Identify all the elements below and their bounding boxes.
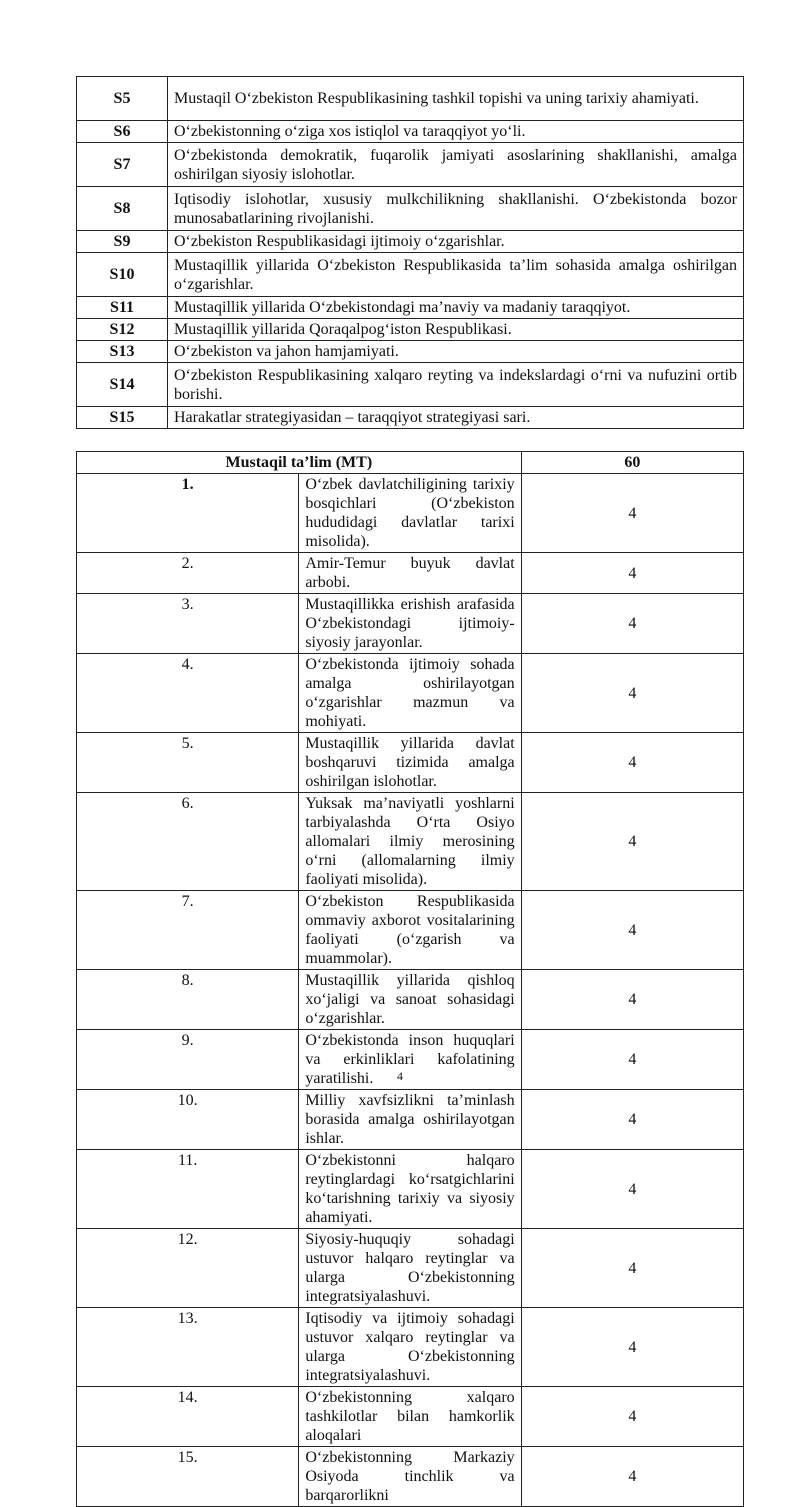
seminar-code: S14 — [77, 363, 168, 407]
row-number: 1. — [77, 474, 299, 553]
table-row — [77, 319, 744, 341]
seminar-code: S10 — [77, 253, 168, 297]
table-row — [77, 297, 744, 319]
row-topic: Yuksak ma’naviyatli yoshlarni tarbiyalashda O‘rta Osiyo allomalari ilmiy merosining o‘rni (allomalarning ilmiy faoliyati misolida). — [299, 793, 521, 891]
row-topic: Amir-Temur buyuk davlat arbobi. — [299, 553, 521, 594]
row-hours: 4 — [521, 553, 743, 594]
table-row — [77, 970, 744, 1030]
row-number: 9. — [77, 1030, 299, 1090]
row-topic: Siyosiy-huquqiy sohadagi ustuvor halqaro reytinglar va ularga O‘zbekistonning integratsiyalashuvi. — [299, 1229, 521, 1308]
row-hours: 4 — [521, 654, 743, 733]
table-row — [77, 143, 744, 187]
row-number: 13. — [77, 1308, 299, 1387]
row-hours: 4 — [521, 1447, 743, 1507]
seminar-topic: Mustaqillik yillarida O‘zbekistondagi ma’naviy va madaniy taraqqiyot. — [168, 297, 744, 319]
table-row — [77, 407, 744, 429]
table-row — [77, 363, 744, 407]
row-hours: 4 — [521, 1308, 743, 1387]
seminar-topic: Mustaqil O‘zbekiston Respublikasining tashkil topishi va uning tarixiy ahamiyati. — [168, 77, 744, 121]
seminar-topic: Mustaqillik yillarida O‘zbekiston Respublikasida ta’lim sohasida amalga oshirilgan o‘zgarishlar. — [168, 253, 744, 297]
seminar-topic: Mustaqillik yillarida Qoraqalpog‘iston Respublikasi. — [168, 319, 744, 341]
table-row — [77, 253, 744, 297]
seminar-code: S5 — [77, 77, 168, 121]
table-row — [77, 187, 744, 231]
table-row — [77, 1308, 744, 1387]
table-row — [77, 341, 744, 363]
table-row — [77, 77, 744, 121]
row-topic: Mustaqillikka erishish arafasida O‘zbekistondagi ijtimoiy-siyosiy jarayonlar. — [299, 594, 521, 654]
row-topic: O‘zbekistonning Markaziy Osiyoda tinchlik va barqarorlikni — [299, 1447, 521, 1507]
table-row — [77, 553, 744, 594]
row-topic: Iqtisodiy va ijtimoiy sohadagi ustuvor xalqaro reytinglar va ularga O‘zbekistonning integratsiyalashuvi. — [299, 1308, 521, 1387]
seminar-topics-body — [77, 77, 744, 429]
seminar-code: S15 — [77, 407, 168, 429]
row-hours: 4 — [521, 733, 743, 793]
table-row — [77, 793, 744, 891]
table-row — [77, 654, 744, 733]
seminar-code: S7 — [77, 143, 168, 187]
table-row — [77, 1090, 744, 1150]
row-hours: 4 — [521, 1229, 743, 1308]
table-row — [77, 1447, 744, 1507]
self-study-body — [77, 452, 744, 1507]
row-hours: 4 — [521, 793, 743, 891]
row-hours: 4 — [521, 1150, 743, 1229]
seminar-code: S11 — [77, 297, 168, 319]
table-row — [77, 474, 744, 553]
seminar-code: S6 — [77, 121, 168, 143]
row-hours: 4 — [521, 970, 743, 1030]
row-topic: O‘zbek davlatchiligining tarixiy bosqichlari (O‘zbekiston hududidagi davlatlar tarixi misolida). — [299, 474, 521, 553]
seminar-topic: O‘zbekistonning o‘ziga xos istiqlol va taraqqiyot yo‘li. — [168, 121, 744, 143]
row-hours: 4 — [521, 1030, 743, 1090]
seminar-topic: Iqtisodiy islohotlar, xususiy mulkchilikning shakllanishi. O‘zbekistonda bozor munosabatlarining rivojlanishi. — [168, 187, 744, 231]
seminar-topic: O‘zbekiston Respublikasining xalqaro reyting va indekslardagi o‘rni va nufuzini ortib borishi. — [168, 363, 744, 407]
row-number: 15. — [77, 1447, 299, 1507]
row-number: 5. — [77, 733, 299, 793]
row-number: 11. — [77, 1150, 299, 1229]
row-number: 12. — [77, 1229, 299, 1308]
row-number: 6. — [77, 793, 299, 891]
row-hours: 4 — [521, 1387, 743, 1447]
row-number: 3. — [77, 594, 299, 654]
page-number: 4 — [397, 1069, 403, 1083]
row-hours: 4 — [521, 594, 743, 654]
row-number: 8. — [77, 970, 299, 1030]
seminar-code: S12 — [77, 319, 168, 341]
row-number: 7. — [77, 891, 299, 970]
row-topic: Mustaqillik yillarida qishloq xo‘jaligi va sanoat sohasidagi o‘zgarishlar. — [299, 970, 521, 1030]
row-topic: O‘zbekistonning xalqaro tashkilotlar bilan hamkorlik aloqalari — [299, 1387, 521, 1447]
self-study-total-hours: 60 — [521, 452, 743, 474]
seminar-topic: Harakatlar strategiyasidan – taraqqiyot strategiyasi sari. — [168, 407, 744, 429]
table-row — [77, 733, 744, 793]
table-row — [77, 1229, 744, 1308]
row-hours: 4 — [521, 1090, 743, 1150]
table-row — [77, 231, 744, 253]
row-topic: Mustaqillik yillarida davlat boshqaruvi tizimida amalga oshirilgan islohotlar. — [299, 733, 521, 793]
row-hours: 4 — [521, 891, 743, 970]
seminar-code: S9 — [77, 231, 168, 253]
row-topic: O‘zbekistonda inson huquqlari va erkinliklari kafolatining yaratilishi. — [299, 1030, 521, 1090]
self-study-table — [76, 451, 744, 1507]
seminar-code: S8 — [77, 187, 168, 231]
seminar-topics-table — [76, 76, 744, 429]
table-row — [77, 1150, 744, 1229]
row-number: 4. — [77, 654, 299, 733]
row-number: 2. — [77, 553, 299, 594]
row-topic: O‘zbekistonda ijtimoiy sohada amalga oshirilayotgan o‘zgarishlar mazmun va mohiyati. — [299, 654, 521, 733]
self-study-title: Mustaqil ta’lim (MT) — [77, 452, 522, 474]
row-topic: Milliy xavfsizlikni ta’minlash borasida amalga oshirilayotgan ishlar. — [299, 1090, 521, 1150]
row-number: 10. — [77, 1090, 299, 1150]
table-header-row — [77, 452, 744, 474]
seminar-topic: O‘zbekistonda demokratik, fuqarolik jamiyati asoslarining shakllanishi, amalga oshirilgan siyosiy islohotlar. — [168, 143, 744, 187]
table-row — [77, 594, 744, 654]
seminar-topic: O‘zbekiston Respublikasidagi ijtimoiy o‘zgarishlar. — [168, 231, 744, 253]
table-row — [77, 1387, 744, 1447]
table-row — [77, 121, 744, 143]
row-number: 14. — [77, 1387, 299, 1447]
seminar-code: S13 — [77, 341, 168, 363]
row-hours: 4 — [521, 474, 743, 553]
row-topic: O‘zbekiston Respublikasida ommaviy axborot vositalarining faoliyati (o‘zgarish va muammolar). — [299, 891, 521, 970]
table-row — [77, 891, 744, 970]
seminar-topic: O‘zbekiston va jahon hamjamiyati. — [168, 341, 744, 363]
row-topic: O‘zbekistonni halqaro reytinglardagi ko‘rsatgichlarini ko‘tarishning tarixiy va siyosiy ahamiyati. — [299, 1150, 521, 1229]
